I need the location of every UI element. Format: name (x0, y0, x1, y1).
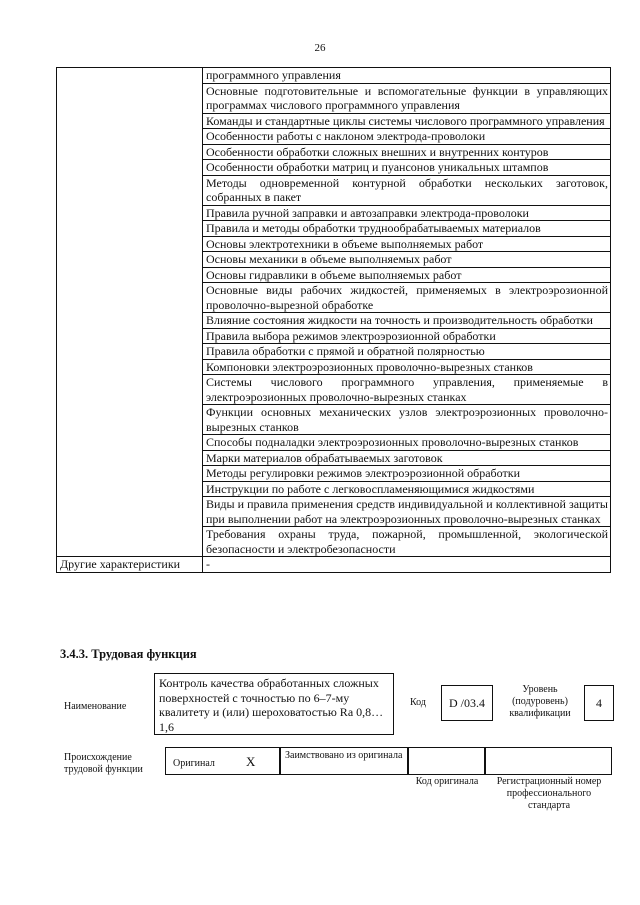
original-label: Оригинал (173, 758, 215, 769)
original-mark: X (246, 754, 256, 769)
knowledge-item: Марки материалов обрабатываемых заготовок (203, 450, 611, 466)
code-label: Код (410, 697, 426, 708)
function-title: Контроль качества обработанных сложных поверхностей с точностью по 6–7-му квалитету и (или) шероховатостью Ra 0,8…1,6 (154, 673, 394, 735)
knowledge-table (56, 67, 611, 573)
level-label: Уровень (подуровень) квалификации (509, 684, 571, 719)
origin-reg-cell (485, 747, 612, 775)
page-number: 26 (314, 42, 326, 54)
knowledge-item: Особенности обработки сложных внешних и внутренних контуров (203, 144, 611, 160)
knowledge-item: Правила ручной заправки и автозаправки электрода-проволоки (203, 205, 611, 221)
knowledge-item: Способы подналадки электроэрозионных проволочно-вырезных станков (203, 435, 611, 451)
origin-code-cell (408, 747, 485, 775)
knowledge-item: Виды и правила применения средств индивидуальной и коллективной защиты при выполнении работ на электроэрозионных проволочно-вырезных станках (203, 497, 611, 527)
knowledge-item: Особенности обработки матриц и пуансонов уникальных штампов (203, 160, 611, 176)
knowledge-item: Команды и стандартные циклы системы числового программного управления (203, 113, 611, 129)
knowledge-item: Инструкции по работе с легковоспламеняющимися жидкостями (203, 481, 611, 497)
knowledge-item: Основные виды рабочих жидкостей, применяемых в электроэрозионной проволочно-вырезной обработке (203, 283, 611, 313)
knowledge-item: Правила обработки с прямой и обратной полярностью (203, 344, 611, 360)
knowledge-item: Требования охраны труда, пожарной, промышленной, экологической безопасности и электробезопасности (203, 527, 611, 557)
code-original-caption: Код оригинала (415, 776, 479, 787)
knowledge-item: Основные подготовительные и вспомогательные функции в управляющих программах числового программного управления (203, 83, 611, 113)
other-label: Другие характеристики (57, 557, 203, 573)
origin-label: Происхождение трудовой функции (64, 752, 143, 775)
knowledge-item: Системы числового программного управления, применяемые в электроэрозионных проволочно-вырезных станках (203, 375, 611, 405)
knowledge-item: Методы регулировки режимов электроэрозионной обработки (203, 466, 611, 482)
origin-borrowed-cell (280, 747, 408, 775)
knowledge-item: Основы механики в объеме выполняемых работ (203, 252, 611, 268)
other-value: - (203, 557, 611, 573)
knowledge-item: Влияние состояния жидкости на точность и производительность обработки (203, 313, 611, 329)
table-row-other (57, 557, 611, 573)
knowledge-item: Правила выбора режимов электроэрозионной обработки (203, 328, 611, 344)
function-code: D /03.4 (441, 685, 493, 721)
knowledge-item: программного управления (203, 68, 611, 84)
knowledge-item: Особенности работы с наклоном электрода-проволоки (203, 129, 611, 145)
reg-number-caption: Регистрационный номер профессионального стандарта (496, 776, 602, 811)
knowledge-item: Правила и методы обработки труднообрабатываемых материалов (203, 221, 611, 237)
knowledge-item: Основы электротехники в объеме выполняемых работ (203, 236, 611, 252)
borrowed-label: Заимствовано из оригинала (285, 750, 403, 761)
knowledge-item: Функции основных механических узлов электроэрозионных проволочно-вырезных станков (203, 405, 611, 435)
origin-table (165, 747, 612, 777)
knowledge-item: Компоновки электроэрозионных проволочно-вырезных станков (203, 359, 611, 375)
origin-original-cell (165, 747, 280, 775)
knowledge-item: Основы гидравлики в объеме выполняемых работ (203, 267, 611, 283)
table-row (57, 68, 611, 84)
knowledge-item: Методы одновременной контурной обработки нескольких заготовок, собранных в пакет (203, 175, 611, 205)
table-left-cell (57, 68, 203, 557)
section-heading: 3.4.3. Трудовая функция (60, 647, 197, 661)
name-label: Наименование (64, 701, 127, 712)
qualification-level: 4 (584, 685, 614, 721)
